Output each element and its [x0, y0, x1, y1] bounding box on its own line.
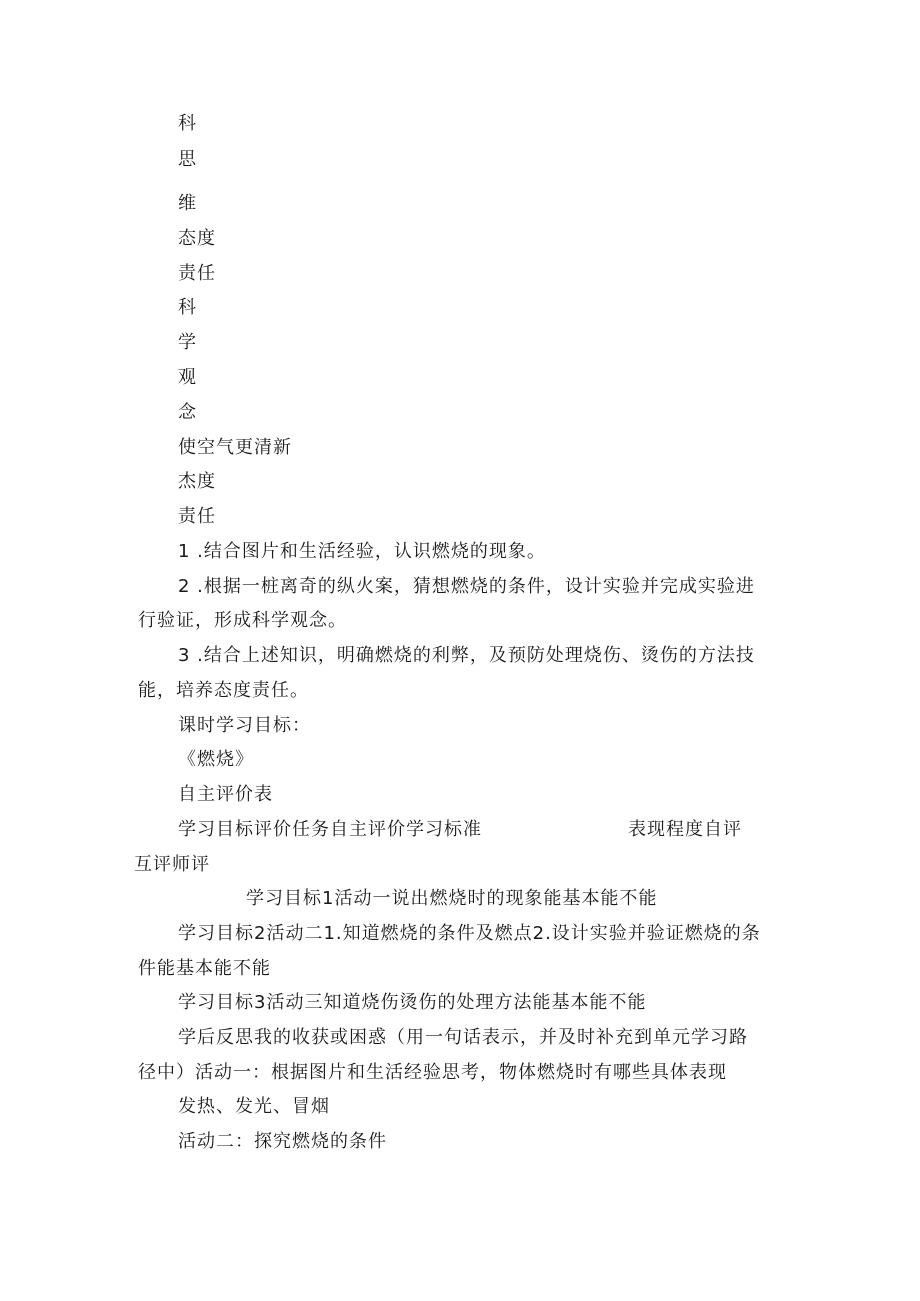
table-row: 学习目标3活动三知道烧伤烫伤的处理方法能基本能不能 [178, 992, 647, 1013]
objective-item-3-cont: 能，培养态度责任。 [138, 680, 309, 701]
section-heading: 课时学习目标： [178, 715, 311, 736]
text-line: 科 [178, 297, 197, 318]
text-line: 杰度 [178, 471, 216, 492]
objective-item-2-cont: 行验证，形成科学观念。 [138, 610, 347, 631]
text-line: 使空气更清新 [178, 437, 292, 458]
text-line: 维 [178, 193, 197, 214]
text-line: 观 [178, 367, 197, 388]
objective-item-1: 1 .结合图片和生活经验，认识燃烧的现象。 [178, 541, 546, 562]
table-row: 学习目标2活动二1.知道燃烧的条件及燃点2.设计实验并验证燃烧的条 [178, 923, 761, 944]
section-heading: 活动二：探究燃烧的条件 [178, 1131, 387, 1152]
text-line: 学 [178, 332, 197, 353]
objective-item-2: 2 .根据一桩离奇的纵火案，猜想燃烧的条件，设计实验并完成实验进 [178, 576, 755, 597]
table-title: 自主评价表 [178, 784, 273, 805]
lesson-title: 《燃烧》 [178, 749, 254, 770]
table-row: 径中）活动一：根据图片和生活经验思考，物体燃烧时有哪些具体表现 [138, 1062, 727, 1083]
text-line: 责任 [178, 263, 216, 284]
table-row: 学后反思我的收获或困惑（用一句话表示，并及时补充到单元学习路 [178, 1027, 748, 1048]
table-header: 表现程度自评 [628, 819, 742, 840]
table-header: 互评师评 [134, 854, 210, 875]
table-header: 学习目标评价任务自主评价学习标准 [178, 819, 482, 840]
text-line: 发热、发光、冒烟 [178, 1096, 330, 1117]
text-line: 责任 [178, 506, 216, 527]
text-line: 态度 [178, 228, 216, 249]
text-line: 念 [178, 402, 197, 423]
text-line: 科 [178, 113, 197, 134]
text-line: 思 [178, 149, 197, 170]
objective-item-3: 3 .结合上述知识，明确燃烧的利弊，及预防处理烧伤、烫伤的方法技 [178, 645, 755, 666]
table-row: 学习目标1活动一说出燃烧时的现象能基本能不能 [246, 888, 658, 909]
table-row: 件能基本能不能 [138, 958, 271, 979]
